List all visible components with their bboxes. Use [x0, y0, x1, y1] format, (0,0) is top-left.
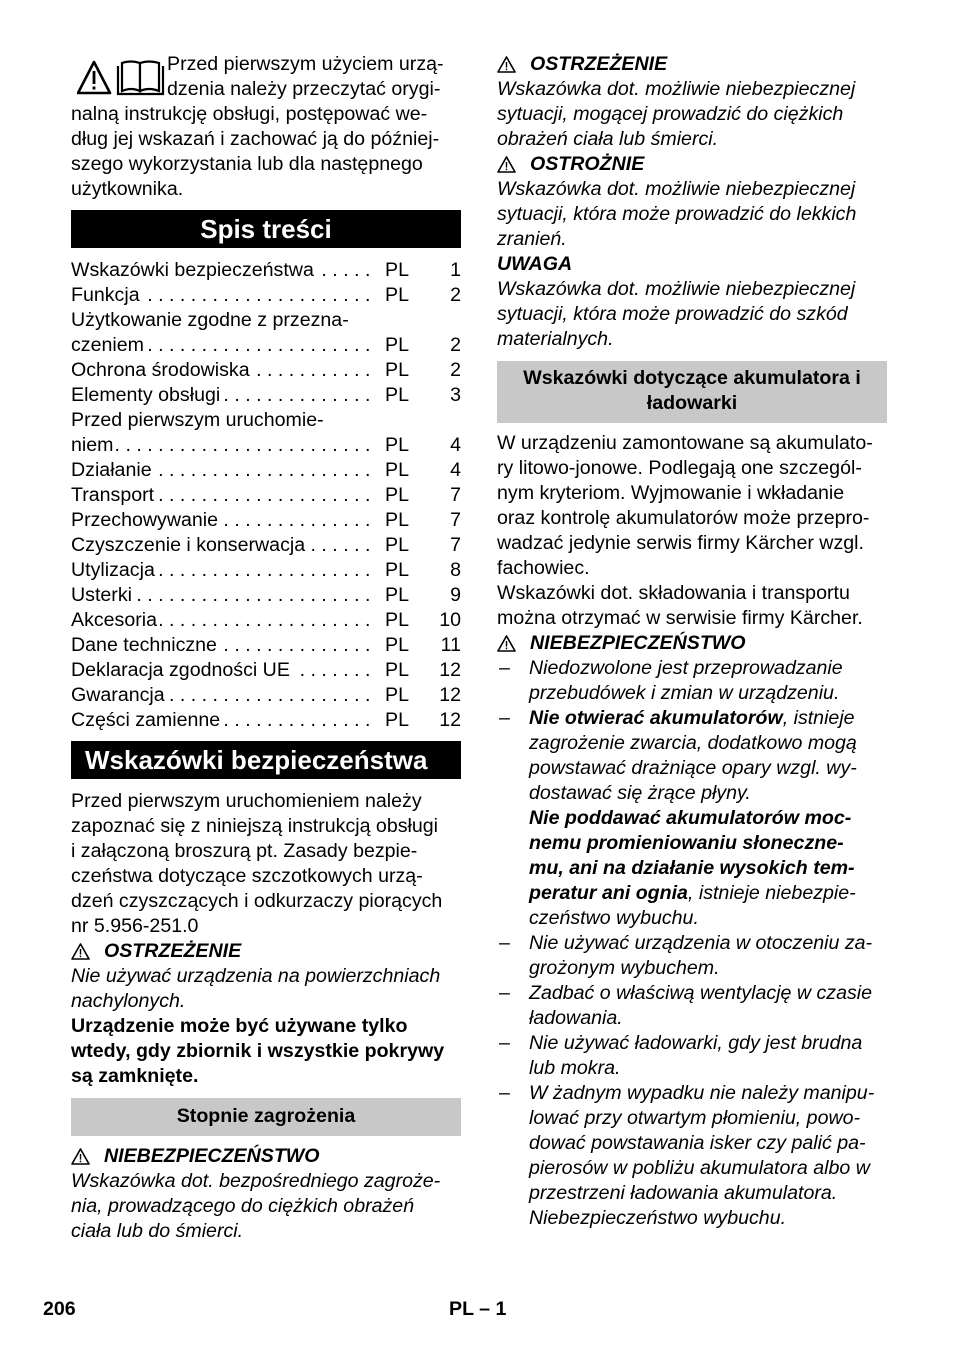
right-column — [497, 52, 887, 1231]
list-item-text: , istnieje niebezpie- — [687, 882, 856, 904]
warning-triangle-icon — [497, 156, 516, 173]
toc-entry[interactable] — [71, 333, 461, 358]
list-item-line — [529, 881, 887, 906]
toc-entry-title-wrap — [71, 358, 371, 383]
warning-triangle-icon — [497, 635, 516, 652]
danger-text-line: Wskazówka dot. bezpośredniego zagroże- — [71, 1170, 441, 1192]
toc-entry-title-wrap — [71, 658, 371, 683]
toc-entry-page: 4 — [450, 459, 461, 481]
list-item-line: lować przy otwartym płomieniu, powo- — [529, 1107, 861, 1129]
toc-entry-title: Funkcja — [71, 284, 143, 306]
toc-entry-page: 11 — [440, 634, 461, 656]
list-item-line: ładowania. — [529, 1007, 623, 1029]
toc-entry-page: 12 — [439, 709, 461, 731]
toc-entry-lang: PL — [385, 609, 409, 631]
list-item-line: dować powstawania isker czy palić pa- — [529, 1132, 866, 1154]
bold-lead: Nie otwierać akumulatorów — [529, 707, 783, 729]
toc-entry-title-wrap — [71, 558, 371, 583]
intro-line: użytkownika. — [71, 178, 184, 200]
warning-label: OSTRZEŻENIE — [104, 940, 242, 962]
warning-triangle-icon — [71, 1148, 90, 1165]
dash-bullet: – — [499, 932, 510, 954]
dash-bullet: – — [499, 982, 510, 1004]
toc-entry-lang: PL — [385, 484, 409, 506]
list-item-line: czeństwo wybuchu. — [529, 907, 699, 929]
dash-bullet: – — [499, 1032, 510, 1054]
toc-entry-title: Utylizacja — [71, 559, 158, 581]
toc-list — [71, 258, 461, 733]
toc-entry[interactable] — [71, 383, 461, 408]
intro-line: dług jej wskazań i zachować ją do później- — [71, 128, 440, 150]
battery-heading: Wskazówki dotyczące akumulatora i ładowarki — [497, 361, 887, 423]
list-item-line: dostawać się żrące płyny. — [529, 782, 751, 804]
toc-entry-page: 2 — [450, 284, 461, 306]
toc-entry-title: niem — [71, 434, 116, 456]
warning-label: OSTRZEŻENIE — [530, 53, 668, 75]
toc-entry[interactable] — [71, 708, 461, 733]
warning-triangle-icon — [497, 56, 516, 73]
danger-text-line: nia, prowadzącego do ciężkich obrażeń — [71, 1195, 415, 1217]
safety-intro-line: nr 5.956-251.0 — [71, 915, 199, 937]
toc-entry-page: 7 — [450, 484, 461, 506]
footer-lang: PL — [449, 1298, 474, 1320]
battery-text-line: oraz kontrolę akumulatorów może przepro- — [497, 507, 870, 529]
toc-entry[interactable] — [71, 283, 461, 308]
danger-text-line: ciała lub do śmierci. — [71, 1220, 244, 1242]
toc-entry-lang: PL — [385, 334, 409, 356]
footer-section-page: – 1 — [479, 1298, 507, 1320]
left-column — [71, 52, 461, 1244]
warning-triangle-icon — [77, 60, 167, 96]
toc-entry[interactable] — [71, 608, 461, 633]
battery-text-line: nym kryteriom. Wyjmowanie i wkładanie — [497, 482, 845, 504]
toc-entry-line — [71, 308, 461, 333]
toc-entry-title-wrap — [71, 258, 371, 283]
warning-text-line: nachylonych. — [71, 990, 186, 1012]
caution-text-line: zranień. — [497, 228, 567, 250]
toc-entry-title: Wskazówki bezpieczeństwa — [71, 259, 317, 281]
toc-entry[interactable] — [71, 258, 461, 283]
list-item — [497, 656, 887, 706]
intro-block — [71, 52, 461, 202]
toc-entry[interactable] — [71, 483, 461, 508]
toc-entry-line — [71, 408, 461, 433]
toc-entry-title: Elementy obsługi — [71, 384, 223, 406]
toc-entry-page: 2 — [450, 359, 461, 381]
list-item-line: Nie używać urządzenia w otoczeniu za- — [529, 932, 873, 954]
list-item-line: Nie używać ładowarki, gdy jest brudna — [529, 1032, 863, 1054]
intro-line: dzenia należy przeczytać orygi- — [167, 78, 441, 100]
safety-intro-line: czeństwa dotyczące szczotkowych urzą- — [71, 865, 423, 887]
caution-label: OSTROŻNIE — [530, 153, 645, 175]
toc-entry-page: 2 — [450, 334, 461, 356]
dash-bullet: – — [499, 1082, 510, 1104]
toc-entry-title: Deklaracja zgodności UE — [71, 659, 293, 681]
list-item-line — [529, 706, 887, 731]
toc-entry[interactable] — [71, 458, 461, 483]
toc-entry-lang: PL — [385, 709, 409, 731]
toc-entry-title-wrap — [71, 283, 371, 308]
battery-text-line: można otrzymać w serwisie firmy Kärcher. — [497, 607, 863, 629]
toc-entry-page: 7 — [450, 534, 461, 556]
toc-entry-page: 12 — [439, 659, 461, 681]
list-item — [497, 1031, 887, 1081]
toc-entry[interactable] — [71, 558, 461, 583]
caution-text-line: Wskazówka dot. możliwie niebezpiecznej — [497, 178, 856, 200]
warning-text-line: sytuacji, mogącej prowadzić do ciężkich — [497, 103, 844, 125]
toc-entry-lang: PL — [385, 359, 409, 381]
notice-text-line: Wskazówka dot. możliwie niebezpiecznej — [497, 278, 856, 300]
toc-entry-title-wrap — [71, 583, 371, 608]
bold-note-line: wtedy, gdy zbiornik i wszystkie pokrywy — [71, 1040, 445, 1062]
danger-label: NIEBEZPIECZEŃSTWO — [104, 1145, 320, 1167]
caution-text-line: sytuacji, która może prowadzić do lekkich — [497, 203, 857, 225]
battery-text-line: ry litowo-jonowe. Podlegają one szczegól- — [497, 457, 862, 479]
toc-entry[interactable] — [71, 358, 461, 383]
toc-entry[interactable] — [71, 683, 461, 708]
toc-entry-title-wrap — [71, 683, 371, 708]
list-item — [497, 931, 887, 981]
footer-section — [449, 1297, 506, 1322]
toc-entry-lang: PL — [385, 384, 409, 406]
list-item-line: pierosów w pobliżu akumulatora albo w — [529, 1157, 870, 1179]
manual-book-icon — [118, 62, 163, 95]
list-item-text: , istnieje — [782, 707, 855, 729]
toc-entry-title: Czyszczenie i konserwacja — [71, 534, 308, 556]
safety-intro-line: Przed pierwszym uruchomieniem należy — [71, 790, 422, 812]
toc-entry[interactable] — [71, 658, 461, 683]
bold-note-line: są zamknięte. — [71, 1065, 199, 1087]
list-item-line: przestrzeni ładowania akumulatora. — [529, 1182, 838, 1204]
toc-entry-lang: PL — [385, 634, 409, 656]
toc-entry-lang: PL — [385, 534, 409, 556]
toc-entry-title: Części zamienne — [71, 709, 223, 731]
toc-entry-lang: PL — [385, 259, 409, 281]
list-item-line: Niedozwolone jest przeprowadzanie — [529, 657, 843, 679]
list-item-bold-line: nemu promieniowaniu słoneczne- — [529, 832, 844, 854]
bold-note-line: Urządzenie może być używane tylko — [71, 1015, 408, 1037]
list-item-bold-line: Nie poddawać akumulatorów moc- — [529, 807, 852, 829]
list-item-line: przebudówek i zmian w urządzeniu. — [529, 682, 840, 704]
list-item-line: Zadbać o właściwą wentylację w czasie — [529, 982, 873, 1004]
toc-entry[interactable] — [71, 633, 461, 658]
toc-entry-title: Gwarancja — [71, 684, 168, 706]
toc-entry[interactable] — [71, 583, 461, 608]
list-item-line: W żadnym wypadku nie należy manipu- — [529, 1082, 875, 1104]
toc-entry-title-wrap — [71, 483, 371, 508]
warning-signal — [71, 939, 461, 964]
safety-intro-line: zapoznać się z niniejszą instrukcją obsługi — [71, 815, 439, 837]
toc-entry-title-wrap — [71, 458, 371, 483]
battery-text-line: fachowiec. — [497, 557, 590, 579]
battery-text-line: W urządzeniu zamontowane są akumulato- — [497, 432, 873, 454]
warning-text-line: obrażeń ciała lub śmierci. — [497, 128, 719, 150]
toc-entry-page: 4 — [450, 434, 461, 456]
list-item — [497, 1081, 887, 1231]
toc-entry-page: 1 — [450, 259, 461, 281]
danger-signal — [71, 1144, 461, 1169]
safety-intro-line: dzeń czyszczących i odkurzaczy piorących — [71, 890, 443, 912]
toc-entry-lang: PL — [385, 559, 409, 581]
toc-entry-title-wrap — [71, 633, 371, 658]
toc-entry-title-wrap — [71, 608, 371, 633]
warning-text-line: Nie używać urządzenia na powierzchniach — [71, 965, 441, 987]
toc-entry-page: 7 — [450, 509, 461, 531]
list-item — [497, 706, 887, 931]
warning-signal — [497, 52, 887, 77]
list-item-bold-line: mu, ani na działanie wysokich tem- — [529, 857, 855, 879]
toc-entry-title-wrap — [71, 708, 371, 733]
list-item-bold-text: peratur ani ognia — [529, 882, 688, 904]
toc-entry-title: Działanie — [71, 459, 155, 481]
list-item-line: Niebezpieczeństwo wybuchu. — [529, 1207, 787, 1229]
toc-entry-lang: PL — [385, 584, 409, 606]
toc-entry-title: Dane techniczne — [71, 634, 220, 656]
toc-entry-title: Przechowywanie — [71, 509, 221, 531]
toc-entry-title: Użytkowanie zgodne z przezna- — [71, 309, 349, 331]
toc-entry-title: czeniem — [71, 334, 147, 356]
battery-text-line: Wskazówki dot. składowania i transportu — [497, 582, 850, 604]
notice-label: UWAGA — [497, 253, 573, 275]
toc-entry-lang: PL — [385, 659, 409, 681]
list-item-line: lub mokra. — [529, 1057, 621, 1079]
hazard-levels-heading: Stopnie zagrożenia — [71, 1098, 461, 1136]
toc-entry-page: 10 — [439, 609, 461, 631]
toc-entry-page: 12 — [439, 684, 461, 706]
toc-entry-title: Usterki — [71, 584, 135, 606]
toc-entry[interactable] — [71, 508, 461, 533]
caution-signal — [497, 152, 887, 177]
toc-entry-title-wrap — [71, 383, 371, 408]
notice-text-line: sytuacji, która może prowadzić do szkód — [497, 303, 848, 325]
toc-heading: Spis treści — [71, 210, 461, 248]
toc-entry[interactable] — [71, 533, 461, 558]
intro-line: szego wykorzystania lub dla następnego — [71, 153, 423, 175]
list-item-line: grożonym wybuchem. — [529, 957, 720, 979]
toc-entry-title-wrap — [71, 533, 371, 558]
battery-text-line: wadzać jedynie serwis firmy Kärcher wzgl. — [497, 532, 864, 554]
toc-entry-title-wrap — [71, 333, 371, 358]
toc-entry-lang: PL — [385, 509, 409, 531]
toc-entry-page: 8 — [450, 559, 461, 581]
dash-bullet: – — [499, 707, 510, 729]
dash-bullet: – — [499, 657, 510, 679]
intro-line: Przed pierwszym użyciem urzą- — [167, 53, 444, 75]
danger-label: NIEBEZPIECZEŃSTWO — [530, 632, 746, 654]
warning-triangle-icon — [71, 943, 90, 960]
page-number: 206 — [43, 1298, 76, 1320]
intro-line: nalną instrukcję obsługi, postępować we- — [71, 103, 428, 125]
toc-entry-title-wrap — [71, 433, 371, 458]
toc-entry-lang: PL — [385, 434, 409, 456]
toc-entry-title-wrap — [71, 508, 371, 533]
toc-entry-page: 9 — [450, 584, 461, 606]
danger-signal — [497, 631, 887, 656]
safety-intro-line: i załączoną broszurą pt. Zasady bezpie- — [71, 840, 418, 862]
toc-entry-title: Przed pierwszym uruchomie- — [71, 409, 324, 431]
toc-entry-lang: PL — [385, 459, 409, 481]
toc-entry[interactable] — [71, 433, 461, 458]
list-item-line: powstawać drażniące opary wzgl. wy- — [529, 757, 857, 779]
toc-entry-title: Akcesoria — [71, 609, 160, 631]
toc-entry-page: 3 — [450, 384, 461, 406]
safety-heading: Wskazówki bezpieczeństwa — [71, 741, 461, 779]
list-item — [497, 981, 887, 1031]
toc-entry-title: Ochrona środowiska — [71, 359, 253, 381]
toc-entry-title: Transport — [71, 484, 157, 506]
toc-entry-lang: PL — [385, 284, 409, 306]
notice-text-line: materialnych. — [497, 328, 614, 350]
list-item-line: zagrożenie zwarcia, dodatkowo mogą — [529, 732, 857, 754]
warning-text-line: Wskazówka dot. możliwie niebezpiecznej — [497, 78, 856, 100]
toc-entry-lang: PL — [385, 684, 409, 706]
